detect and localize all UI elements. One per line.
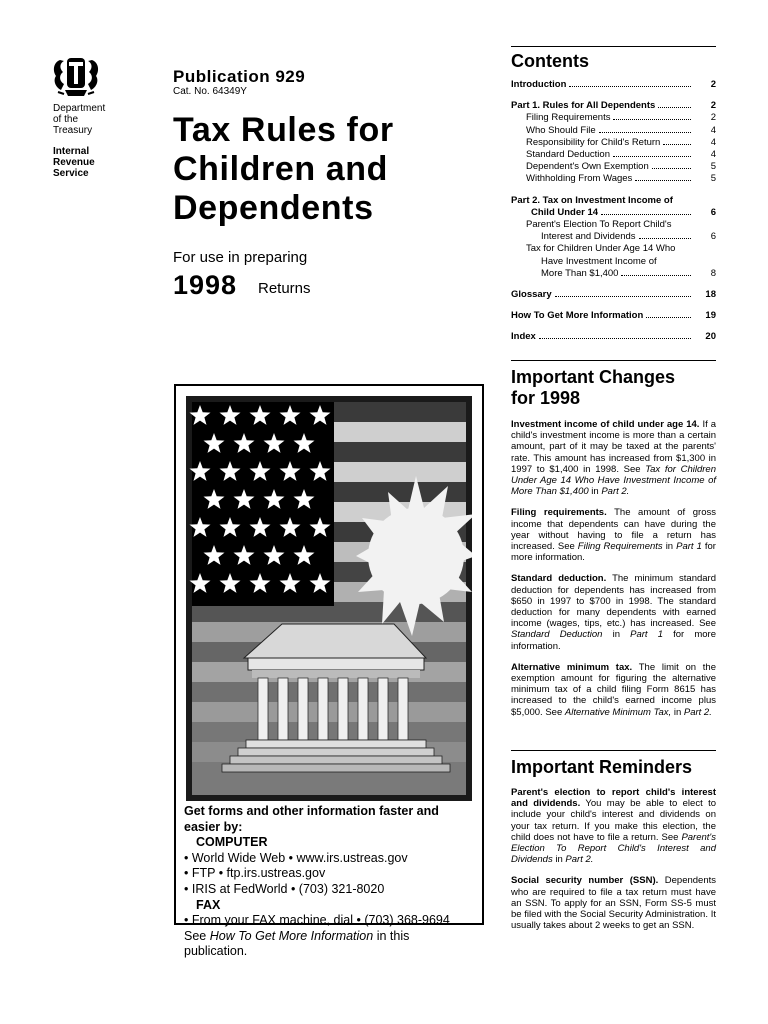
for-use-text: For use in preparing — [173, 249, 308, 266]
computer-item-iris: • IRIS at FedWorld • (703) 321-8020 — [184, 881, 385, 896]
department-line: of the — [53, 114, 79, 125]
get-forms-heading: Get forms and other information faster and easier by: — [184, 804, 439, 834]
toc-entry: More Than $1,400 8 — [541, 267, 716, 279]
important-changes-body — [511, 419, 716, 728]
computer-item-ftp: • FTP • ftp.irs.ustreas.gov — [184, 866, 326, 881]
get-forms-panel — [184, 804, 476, 960]
changes-rule — [511, 360, 716, 361]
fax-label: FAX — [196, 897, 221, 912]
catalog-number: Cat. No. 64349Y — [173, 86, 247, 97]
department-line: Treasury — [53, 125, 93, 136]
contents-heading: Contents — [511, 51, 589, 71]
department-label — [53, 103, 123, 136]
irs-line: Service — [53, 168, 89, 179]
agency-block — [53, 103, 123, 179]
important-reminders-heading: Important Reminders — [511, 757, 693, 777]
publication-title — [173, 111, 394, 228]
publication-number: Publication 929 — [173, 67, 306, 86]
returns-label: Returns — [258, 280, 311, 297]
important-reminders-body — [511, 787, 716, 941]
flag-capitol-illustration — [186, 396, 472, 801]
see-prefix: See — [184, 928, 210, 943]
change-filing-requirements: Filing requirements. The amount of gross income that dependents can have during the year without having to file a return has increased. See Filing Requirements in Part 1 for more information. — [511, 507, 716, 564]
heading-line: for 1998 — [511, 388, 581, 408]
toc-entry: Part 1. Rules for All Dependents 2 — [511, 100, 716, 112]
toc-entry: Withholding From Wages 5 — [526, 173, 716, 185]
toc-entry: Who Should File 4 — [526, 124, 716, 136]
change-alternative-minimum-tax: Alternative minimum tax. The limit on the exemption amount for figuring the alternative minimum tax of a child filing Form 8615 has increased to the child's earned income plus $5,000. See Alternative Minimum Tax, in Part 2. — [511, 661, 716, 718]
title-line: Tax Rules for — [173, 111, 394, 149]
reminders-rule — [511, 750, 716, 751]
toc-entry: Child Under 14 6 — [531, 206, 716, 218]
toc-entry: Introduction 2 — [511, 79, 716, 90]
toc-entry: Responsibility for Child's Return 4 — [526, 136, 716, 148]
toc-entry: How To Get More Information 19 — [511, 310, 716, 322]
toc-entry: Parent's Election To Report Child's — [526, 219, 672, 231]
contents-rule — [511, 46, 716, 47]
toc-entry: Part 2. Tax on Investment Income of — [511, 194, 673, 206]
computer-label: COMPUTER — [196, 835, 268, 850]
see-suffix: in this publication. — [184, 928, 410, 959]
toc-entry: Interest and Dividends 6 — [541, 231, 716, 243]
toc-entry: Standard Deduction 4 — [526, 149, 716, 161]
change-standard-deduction: Standard deduction. The minimum standard deduction for dependents has increased from $650 in 1997 to $700 in 1998. The standard deduction for many dependents with earned income (wages, tips, etc.) has increased. See Standard Deduction in Part 1 for more information. — [511, 573, 716, 652]
irs-line: Revenue — [53, 157, 95, 168]
department-line: Department — [53, 103, 106, 114]
toc-entry: Have Investment Income of — [541, 255, 657, 267]
change-investment-income: Investment income of child under age 14. If a child's investment income is more than a certain amount, part of it may be taxed at the parents' rate. This amount has increased from $1,300 in 1997 to $1,400 in 1998. See Tax for Children Under Age 14 Who Have Investment Income of More Than $1,400 in Part 2. — [511, 419, 717, 498]
title-line: Dependents — [173, 189, 374, 227]
fax-item: • From your FAX machine, dial • (703) 368-9694 — [184, 913, 450, 928]
tax-year: 1998 — [173, 270, 238, 300]
reminder-parents-election: Parent's election to report child's interest and dividends. You may be able to elect to include your child's interest and dividends on your tax return. If you make this election, the child does not have to file a return. See Parent's Election To Report Child's Interest and Dividends in Part 2. — [511, 787, 716, 866]
cover-illustration-box — [174, 384, 484, 959]
toc-entry: Index 20 — [511, 331, 716, 343]
reminder-ssn: Social security number (SSN). Dependents who are required to file a tax return must have an SSN. To apply for an SSN, Form SS-5 must be filed with the Social Security Administration. It usually takes about 2 weeks to get an SSN. — [511, 875, 716, 932]
computer-item-www: • World Wide Web • www.irs.ustreas.gov — [184, 850, 408, 865]
see-more-line — [184, 929, 476, 960]
irs-label — [53, 146, 123, 179]
important-changes-heading — [511, 367, 716, 409]
toc-entry: Tax for Children Under Age 14 Who — [526, 243, 676, 255]
heading-line: Important Changes — [511, 367, 676, 387]
toc-entry: Dependent's Own Exemption 5 — [526, 161, 716, 173]
table-of-contents — [511, 79, 716, 344]
toc-entry: Glossary 18 — [511, 289, 716, 301]
irs-line: Internal — [53, 146, 90, 157]
toc-entry: Filing Requirements 2 — [526, 112, 716, 124]
see-link-text: How To Get More Information — [209, 928, 374, 943]
title-line: Children and — [173, 150, 388, 188]
irs-eagle-logo — [50, 54, 102, 98]
